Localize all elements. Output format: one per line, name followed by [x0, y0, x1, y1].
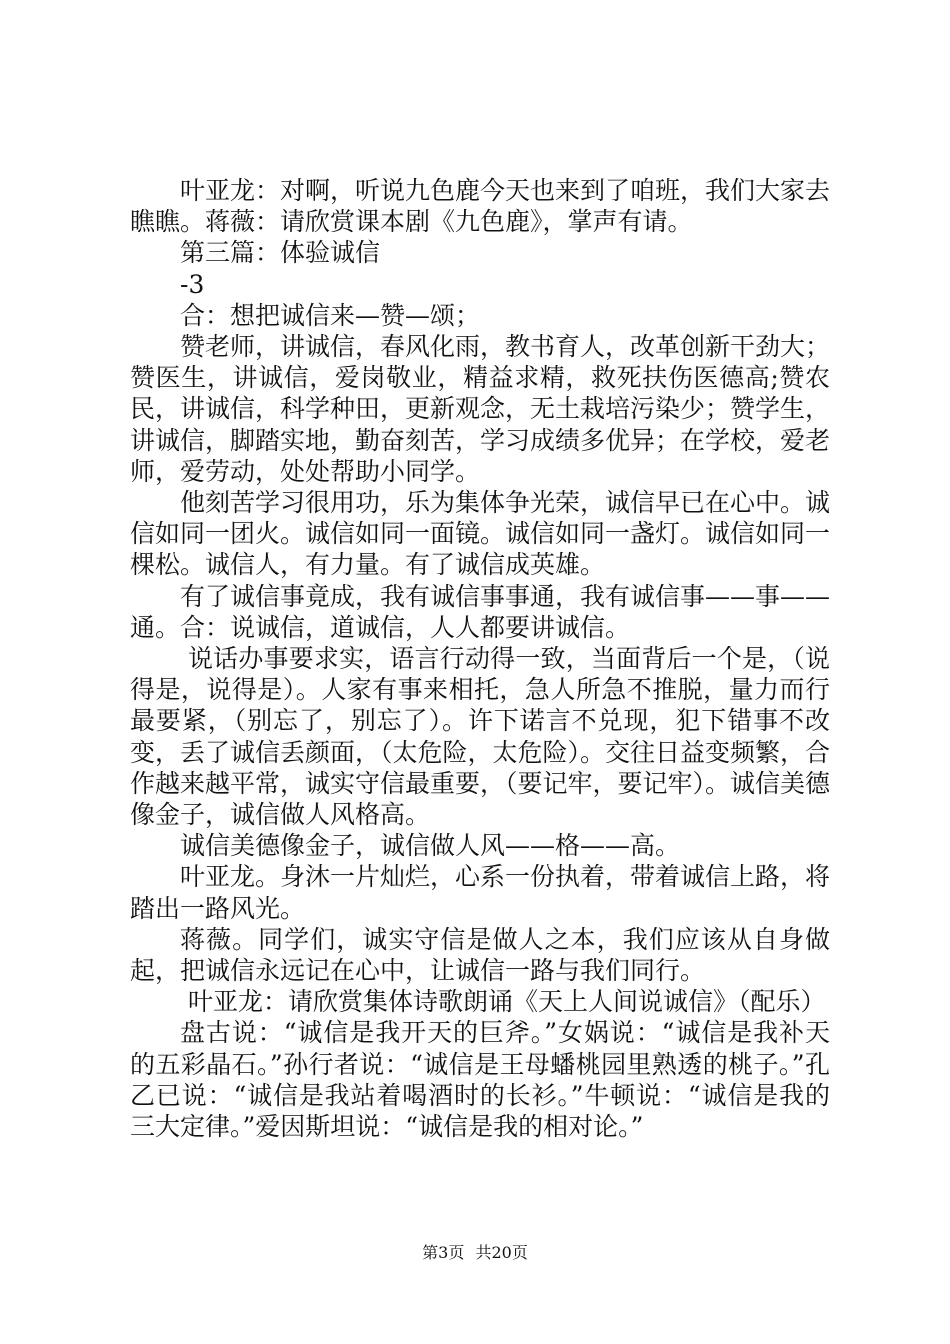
- section-heading: 第三篇：体验诚信: [180, 238, 381, 268]
- paragraph-4: 合：想把诚信来—赞—颂；: [180, 300, 481, 330]
- paragraph-12: 叶亚龙：请欣赏集体诗歌朗诵《天上人间说诚信》（配乐）: [188, 987, 826, 1017]
- page-total: 共20页: [475, 1243, 528, 1262]
- page-number: 第3页: [422, 1243, 465, 1262]
- paragraph-6: 他刻苦学习很用功，乐为集体争光荣，诚信早已在心中。诚信如同一团火。诚信如同一面镜。诚信如同一盏灯。诚信如同一棵松。诚信人，有力量。有了诚信成英雄。: [130, 488, 831, 580]
- paragraph-13: 盘古说：“诚信是我开天的巨斧。”女娲说：“诚信是我补天的五彩晶石。”孙行者说：“诚信是王母蟠桃园里熟透的桃子。”孔乙已说：“诚信是我站着喝酒时的长衫。”牛顿说：“诚信是我的三大定律。”爱因斯坦说：“诚信是我的相对论。”: [130, 1018, 830, 1142]
- paragraph-marker: -3: [180, 269, 205, 299]
- paragraph-11: 蒋薇。同学们，诚实守信是做人之本，我们应该从自身做起，把诚信永远记在心中，让诚信一路与我们同行。: [130, 924, 830, 986]
- paragraph-5: 赞老师，讲诚信，春风化雨，教书育人，改革创新干劲大；赞医生，讲诚信，爱岗敬业，精益求精，救死扶伤医德高;赞农民，讲诚信，科学种田，更新观念，无土栽培污染少；赞学生，讲诚信，脚踏实地，勤奋刻苦，学习成绩多优异；在学校，爱老师，爱劳动，处处帮助小同学。: [130, 332, 831, 486]
- paragraph-7: 有了诚信事竟成，我有诚信事事通，我有诚信事——事——通。合：说诚信，道诚信，人人都要讲诚信。: [130, 581, 831, 642]
- paragraph-9: 诚信美德像金子，诚信做人风——格——高。: [180, 831, 681, 861]
- page-footer: [0, 1243, 950, 1263]
- paragraph-8: 说话办事要求实，语言行动得一致，当面背后一个是，（说得是，说得是）。人家有事来相托，急人所急不推脱，量力而行最要紧，（别忘了，别忘了）。许下诺言不兑现，犯下错事不改变，丢了诚信丢颜面，（太危险，太危险）。交往日益变频繁，合作越来越平常，诚实守信最重要，（要记牢，要记牢）。诚信美德像金子，诚信做人风格高。: [130, 644, 831, 830]
- document-body: [130, 175, 830, 1142]
- paragraph-1: 叶亚龙：对啊，听说九色鹿今天也来到了咱班，我们大家去瞧瞧。蒋薇：请欣赏课本剧《九色鹿》，掌声有请。: [130, 176, 831, 237]
- paragraph-10: 叶亚龙。身沐一片灿烂，心系一份执着，带着诚信上路，将踏出一路风光。: [130, 862, 831, 923]
